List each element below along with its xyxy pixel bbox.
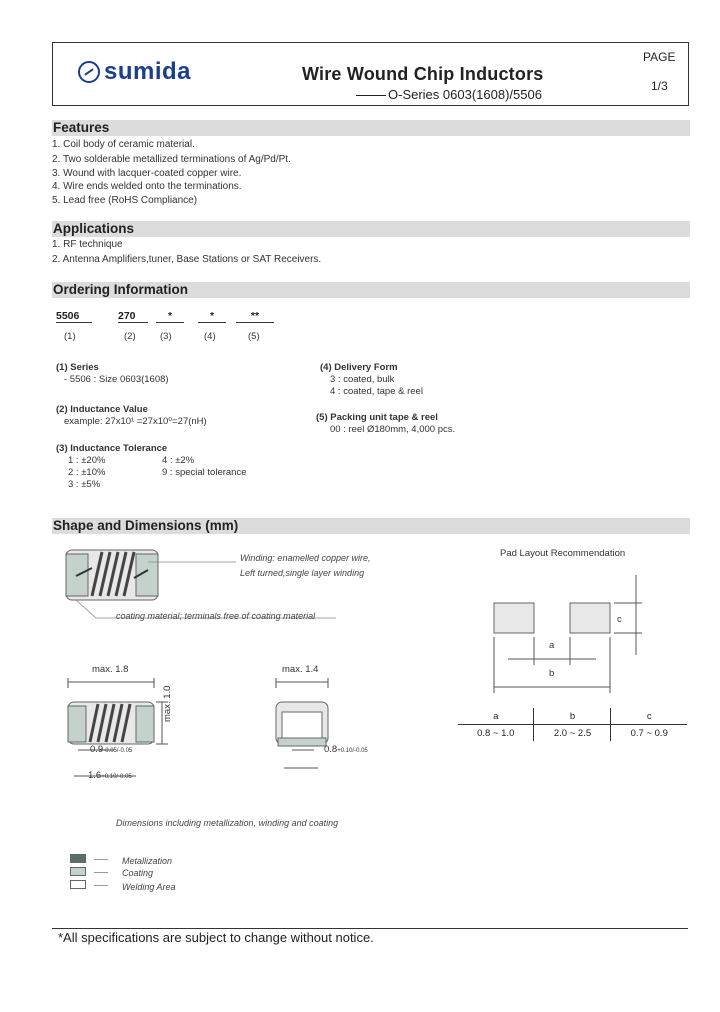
pad-layout-heading: Pad Layout Recommendation [500, 548, 626, 559]
legend-welding: Welding Area [122, 882, 176, 892]
packing-title: (5) Packing unit tape & reel [316, 412, 438, 423]
application-item: 1. RF technique [52, 239, 123, 250]
table-header-row [458, 708, 687, 725]
delivery-item: 4 : coated, tape & reel [330, 386, 423, 397]
ordering-heading: Ordering Information [53, 282, 188, 297]
delivery-item: 3 : coated, bulk [330, 374, 395, 385]
delivery-title: (4) Delivery Form [320, 362, 398, 373]
dim-pitch-value: 1.6 [88, 770, 102, 781]
document-title: Wire Wound Chip Inductors [302, 64, 544, 84]
inductance-title: (2) Inductance Value [56, 404, 148, 415]
dimensions-note: Dimensions including metallization, winding and coating [116, 818, 339, 828]
order-code-tolerance: * [156, 310, 184, 323]
order-index-2: (2) [124, 331, 136, 342]
inductor-side-views [56, 658, 356, 788]
feature-item: 4. Wire ends welded onto the terminations. [52, 181, 242, 192]
packing-value: 00 : reel Ø180mm, 4,000 pcs. [330, 424, 456, 435]
legend-dash [94, 872, 108, 873]
order-code-packing: ** [236, 310, 274, 323]
tolerance-item: 4 : ±2% [162, 455, 195, 466]
legend-coating: Coating [122, 868, 154, 878]
table-row [458, 725, 687, 742]
dim-pitch-tolerance: +0.10/-0.05 [101, 774, 132, 780]
winding-note: Left turned,single layer winding [240, 568, 365, 578]
document-subtitle: O-Series 0603(1608)/5506 [356, 87, 542, 102]
dim-width-tolerance: +0.10/-0.05 [337, 748, 368, 754]
series-value: - 5506 : Size 0603(1608) [64, 374, 169, 385]
dim-max-height: max. 1.0 [162, 685, 173, 722]
welding-swatch [70, 880, 86, 889]
legend-metallization: Metallization [122, 856, 173, 866]
inductance-value: example: 27x10¹ =27x10⁰=27(nH) [64, 416, 207, 427]
order-index-3: (3) [160, 331, 172, 342]
table-cell: 0.7 ~ 0.9 [611, 725, 687, 742]
features-bar [52, 120, 690, 136]
tolerance-item: 9 : special tolerance [162, 467, 247, 478]
dim-pitch [88, 770, 132, 781]
order-index-1: (1) [64, 331, 76, 342]
applications-bar [52, 221, 690, 237]
order-index-5: (5) [248, 331, 260, 342]
order-code-delivery: * [198, 310, 226, 323]
dim-terminal-tolerance: -0.05/-0.05 [103, 748, 133, 754]
dim-max-length: max. 1.8 [92, 664, 129, 675]
page-label: PAGE [643, 50, 676, 64]
table-header: b [534, 708, 611, 725]
application-item: 2. Antenna Amplifiers,tuner, Base Stations or SAT Receivers. [52, 254, 322, 265]
series-title: (1) Series [56, 362, 99, 373]
tolerance-item: 3 : ±5% [68, 479, 101, 490]
shape-heading: Shape and Dimensions (mm) [53, 518, 239, 533]
metallization-swatch [70, 854, 86, 863]
feature-item: 1. Coil body of ceramic material. [52, 139, 195, 150]
dim-terminal-value: 0.9 [90, 744, 104, 755]
dim-width [324, 744, 368, 755]
legend-dash [94, 885, 108, 886]
coating-note: coating material; terminals free of coating material [116, 611, 316, 621]
footer-notice: *All specifications are subject to change without notice. [58, 930, 374, 945]
footer-divider [52, 928, 688, 929]
dim-max-width: max. 1.4 [282, 664, 319, 675]
table-header: c [611, 708, 687, 725]
pad-layout-drawing [478, 575, 658, 700]
sumida-logo-icon [78, 61, 100, 83]
winding-note: Winding: enamelled copper wire, [240, 553, 371, 563]
tolerance-item: 1 : ±20% [68, 455, 106, 466]
page-number: 1/3 [651, 79, 668, 93]
feature-item: 2. Two solderable metallized terminations of Ag/Pd/Pt. [52, 154, 291, 165]
applications-heading: Applications [53, 221, 135, 236]
dim-width-value: 0.8 [324, 744, 338, 755]
pad-label-c: c [617, 614, 622, 625]
tolerance-title: (3) Inductance Tolerance [56, 443, 168, 454]
order-index-4: (4) [204, 331, 216, 342]
brand-logo [78, 58, 191, 86]
order-code-inductance: 270 [118, 310, 148, 323]
table-cell: 0.8 ~ 1.0 [477, 727, 515, 739]
tolerance-item: 2 : ±10% [68, 467, 106, 478]
coating-swatch [70, 867, 86, 876]
brand-name: sumida [104, 58, 192, 85]
features-heading: Features [53, 120, 110, 135]
feature-item: 3. Wound with lacquer-coated copper wire. [52, 168, 242, 179]
pad-label-a: a [549, 640, 555, 651]
legend-dash [94, 859, 108, 860]
pad-dimensions-table [458, 708, 687, 741]
order-code-series: 5506 [56, 310, 92, 323]
dim-terminal [90, 744, 132, 755]
table-header: a [458, 708, 534, 725]
table-cell: 2.0 ~ 2.5 [534, 725, 611, 742]
feature-item: 5. Lead free (RoHS Compliance) [52, 195, 198, 206]
pad-label-b: b [549, 668, 555, 679]
